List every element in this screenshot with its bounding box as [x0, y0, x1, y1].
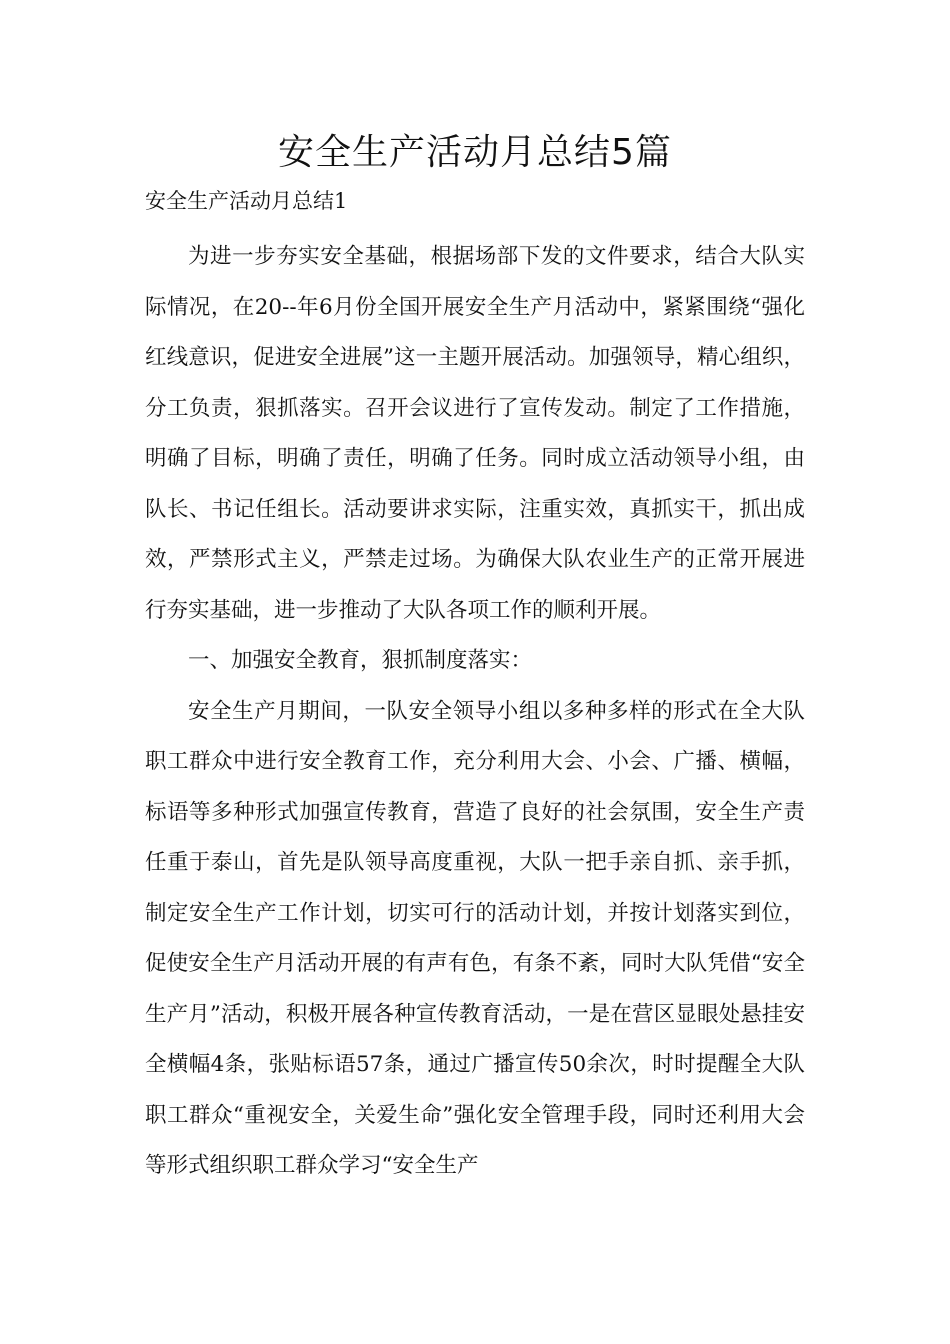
paragraph-subheading: 一、加强安全教育，狠抓制度落实：: [188, 648, 533, 673]
section-heading: 安全生产活动月总结1: [145, 189, 348, 213]
document-title: 安全生产活动月总结5篇: [278, 132, 672, 173]
paragraph-intro: 为进一步夯实安全基础，根据场部下发的文件要求，结合大队实际情况，在20--年6月份全国开展安全生产月活动中，紧紧围绕“强化红线意识，促进安全进展”这一主题开展活动。加强领导，精心组织，分工负责，狠抓落实。召开会议进行了宣传发动。制定了工作措施，明确了目标，明确了责任，明确了任务。同时成立活动领导小组，由队长、书记任组长。活动要讲求实际，注重实效，真抓实干，抓出成效，严禁形式主义，严禁走过场。为确保大队农业生产的正常开展进行夯实基础，进一步推动了大队各项工作的顺利开展。: [145, 244, 805, 623]
document-body: [145, 232, 805, 1192]
paragraph-education: 安全生产月期间，一队安全领导小组以多种多样的形式在全大队职工群众中进行安全教育工作，充分利用大会、小会、广播、横幅，标语等多种形式加强宣传教育，营造了良好的社会氛围，安全生产责任重于泰山，首先是队领导高度重视，大队一把手亲自抓、亲手抓，制定安全生产工作计划，切实可行的活动计划，并按计划落实到位，促使安全生产月活动开展的有声有色，有条不紊，同时大队凭借“安全生产月”活动，积极开展各种宣传教育活动，一是在营区显眼处悬挂安全横幅4条，张贴标语57条，通过广播宣传50余次，时时提醒全大队职工群众“重视安全，关爱生命”强化安全管理手段，同时还利用大会等形式组织职工群众学习“安全生产: [145, 698, 805, 1178]
